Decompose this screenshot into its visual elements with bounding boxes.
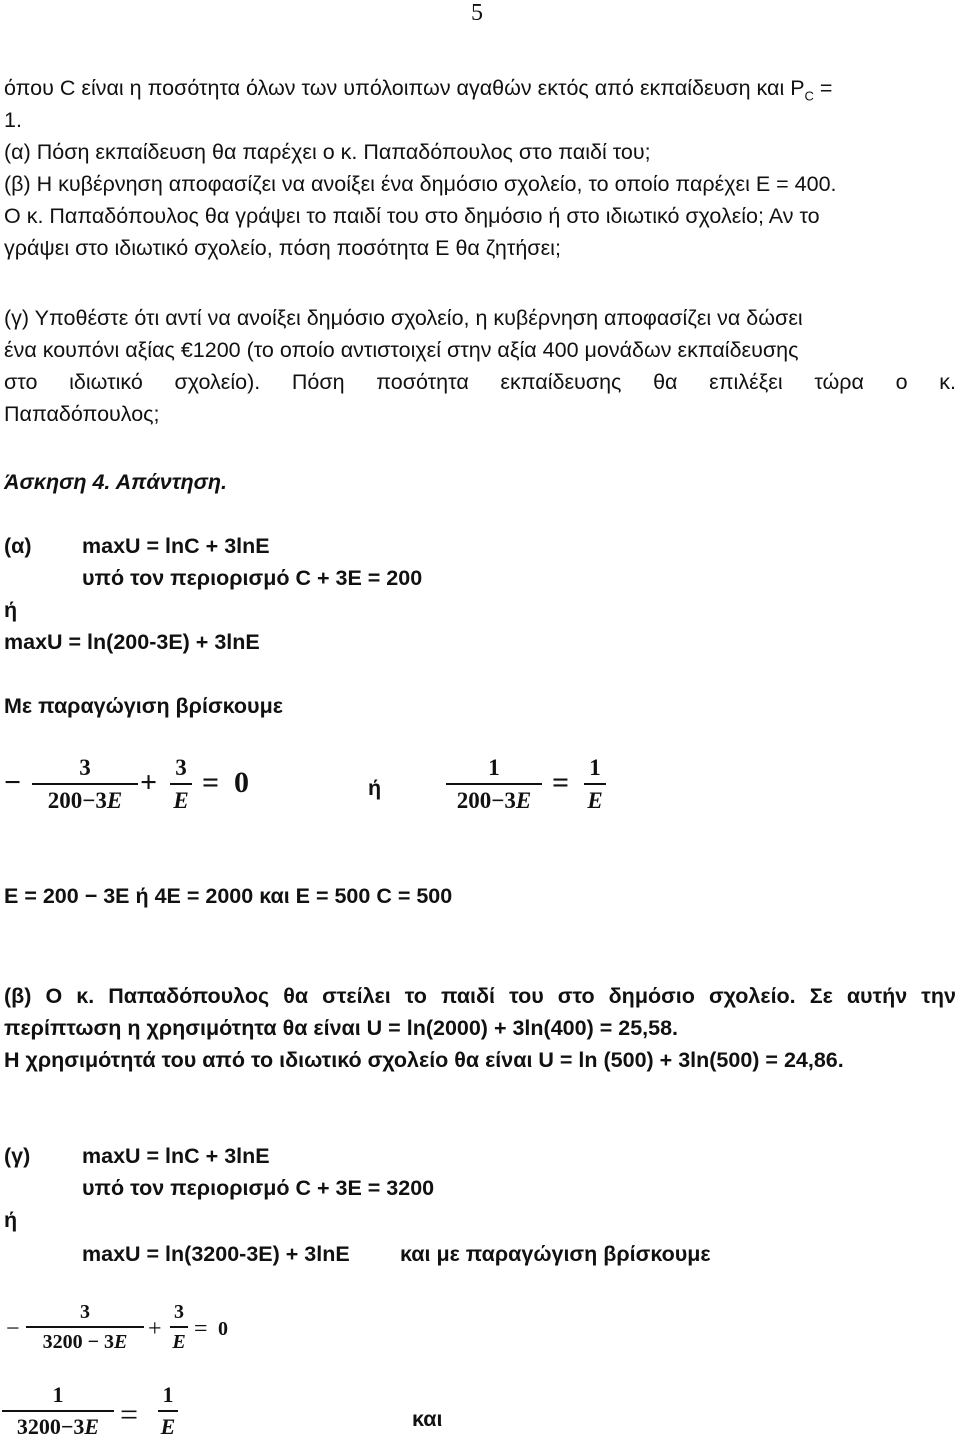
part-g-label: (γ) [4, 1144, 31, 1168]
part-a-or-2: ή [368, 776, 382, 800]
eq-equals-sign: = [194, 1316, 208, 1342]
intro-line-1-text: όπου C είναι η ποσότητα όλων των υπόλοιπων αγαθών εκτός από εκπαίδευση και P [4, 76, 805, 100]
question-g-line-2: ένα κουπόνι αξίας €1200 (το οποίο αντιστοιχεί στην αξία 400 μονάδων εκπαίδευσης [4, 338, 799, 362]
part-a-result: E = 200 − 3E ή 4E = 2000 και E = 500 C = 500 [4, 884, 453, 908]
fraction-bar [32, 783, 138, 785]
eq-denominator: 200−3E [456, 788, 532, 813]
question-b-line-2: Ο κ. Παπαδόπουλος θα γράψει το παιδί του στο δημόσιο ή στο ιδιωτικό σχολείο; Αν το [4, 204, 820, 228]
eq-minus-sign: − [4, 766, 22, 799]
part-g-and: και [412, 1407, 443, 1431]
fraction-bar [26, 1326, 144, 1328]
fraction-bar [158, 1410, 178, 1412]
eq-fraction-4 [158, 1384, 178, 1438]
eq-fraction-1 [26, 1302, 144, 1352]
eq-equals-sign: = [120, 1396, 139, 1432]
part-g-constraint: υπό τον περιορισμό C + 3E = 3200 [82, 1176, 435, 1200]
part-a-label: (α) [4, 534, 32, 558]
question-g-line-1: (γ) Υποθέστε ότι αντί να ανοίξει δημόσιο σχολείο, η κυβέρνηση αποφασίζει να δώσει [4, 306, 803, 330]
eq-denominator: 3200−3E [16, 1414, 100, 1439]
eq-denominator: E [173, 788, 189, 813]
eq-minus-sign: − [6, 1316, 20, 1342]
eq-fraction-3 [2, 1384, 114, 1438]
eq-denominator: 3200 − 3E [42, 1331, 128, 1353]
fraction-bar [170, 1326, 188, 1328]
intro-line-2: 1. [4, 108, 22, 132]
part-g-substituted: maxU = ln(3200-3E) + 3lnE [82, 1242, 350, 1266]
fraction-bar [446, 783, 542, 785]
eq-numerator: 1 [162, 1382, 174, 1407]
eq-numerator: 1 [589, 755, 601, 780]
eq-numerator: 1 [52, 1382, 64, 1407]
part-b-line-2: περίπτωση η χρησιμότητα θα είναι U = ln(2000) + 3ln(400) = 25,58. [4, 1016, 679, 1040]
eq-fraction-3 [446, 756, 542, 812]
part-a-objective: maxU = lnC + 3lnE [82, 534, 270, 558]
part-a-derivation-note: Με παραγώγιση βρίσκουμε [4, 694, 283, 718]
question-g-line-3: στο ιδιωτικό σχολείο). Πόση ποσότητα εκπαίδευσης θα επιλέξει τώρα ο κ. [4, 370, 956, 394]
eq-plus-sign: + [140, 766, 158, 799]
answer-heading: Άσκηση 4. Απάντηση. [4, 470, 227, 494]
fraction-bar [170, 783, 192, 785]
eq-plus-sign: + [148, 1316, 162, 1342]
eq-denominator: E [160, 1414, 176, 1439]
eq-fraction-2 [170, 1302, 188, 1352]
intro-line-1 [4, 72, 832, 112]
price-subscript: C [804, 88, 814, 104]
question-a: (α) Πόση εκπαίδευση θα παρέχει ο κ. Παπαδόπουλος στο παιδί του; [4, 140, 651, 164]
eq-denominator: E [172, 1331, 186, 1353]
eq-fraction-1 [32, 756, 138, 812]
page-number: 5 [471, 0, 483, 26]
eq-denominator: 200−3E [47, 788, 123, 813]
eq-numerator: 3 [79, 755, 91, 780]
part-b-line-1: (β) Ο κ. Παπαδόπουλος θα στείλει το παιδί του στο δημόσιο σχολείο. Σε αυτήν την [4, 984, 956, 1008]
eq-rhs: 0 [218, 1318, 228, 1340]
eq-equals-sign: = [552, 766, 570, 799]
eq-numerator: 1 [488, 755, 500, 780]
question-b-line-1: (β) Η κυβέρνηση αποφασίζει να ανοίξει ένα δημόσιο σχολείο, το οποίο παρέχει Ε = 400. [4, 172, 837, 196]
eq-fraction-4 [584, 756, 606, 812]
intro-line-1-end: = [813, 76, 833, 100]
part-a-substituted: maxU = ln(200-3E) + 3lnE [4, 630, 260, 654]
part-g-objective: maxU = lnC + 3lnE [82, 1144, 270, 1168]
eq-denominator: E [587, 788, 603, 813]
eq-rhs: 0 [234, 766, 249, 799]
fraction-bar [584, 783, 606, 785]
question-g-line-4: Παπαδόπουλος; [4, 402, 160, 426]
eq-fraction-2 [170, 756, 192, 812]
fraction-bar [2, 1410, 114, 1412]
eq-numerator: 3 [175, 755, 187, 780]
eq-numerator: 3 [174, 1301, 184, 1323]
part-g-or: ή [4, 1208, 18, 1232]
part-a-constraint: υπό τον περιορισμό C + 3E = 200 [82, 566, 423, 590]
part-b-line-3: Η χρησιμότητά του από το ιδιωτικό σχολείο θα είναι U = ln (500) + 3ln(500) = 24,86. [4, 1048, 844, 1072]
part-a-or: ή [4, 598, 18, 622]
part-g-derivation-note: και με παραγώγιση βρίσκουμε [400, 1242, 711, 1266]
question-b-line-3: γράψει στο ιδιωτικό σχολείο, πόση ποσότητα Ε θα ζητήσει; [4, 236, 561, 260]
eq-equals-sign: = [202, 766, 220, 799]
eq-numerator: 3 [80, 1301, 90, 1323]
